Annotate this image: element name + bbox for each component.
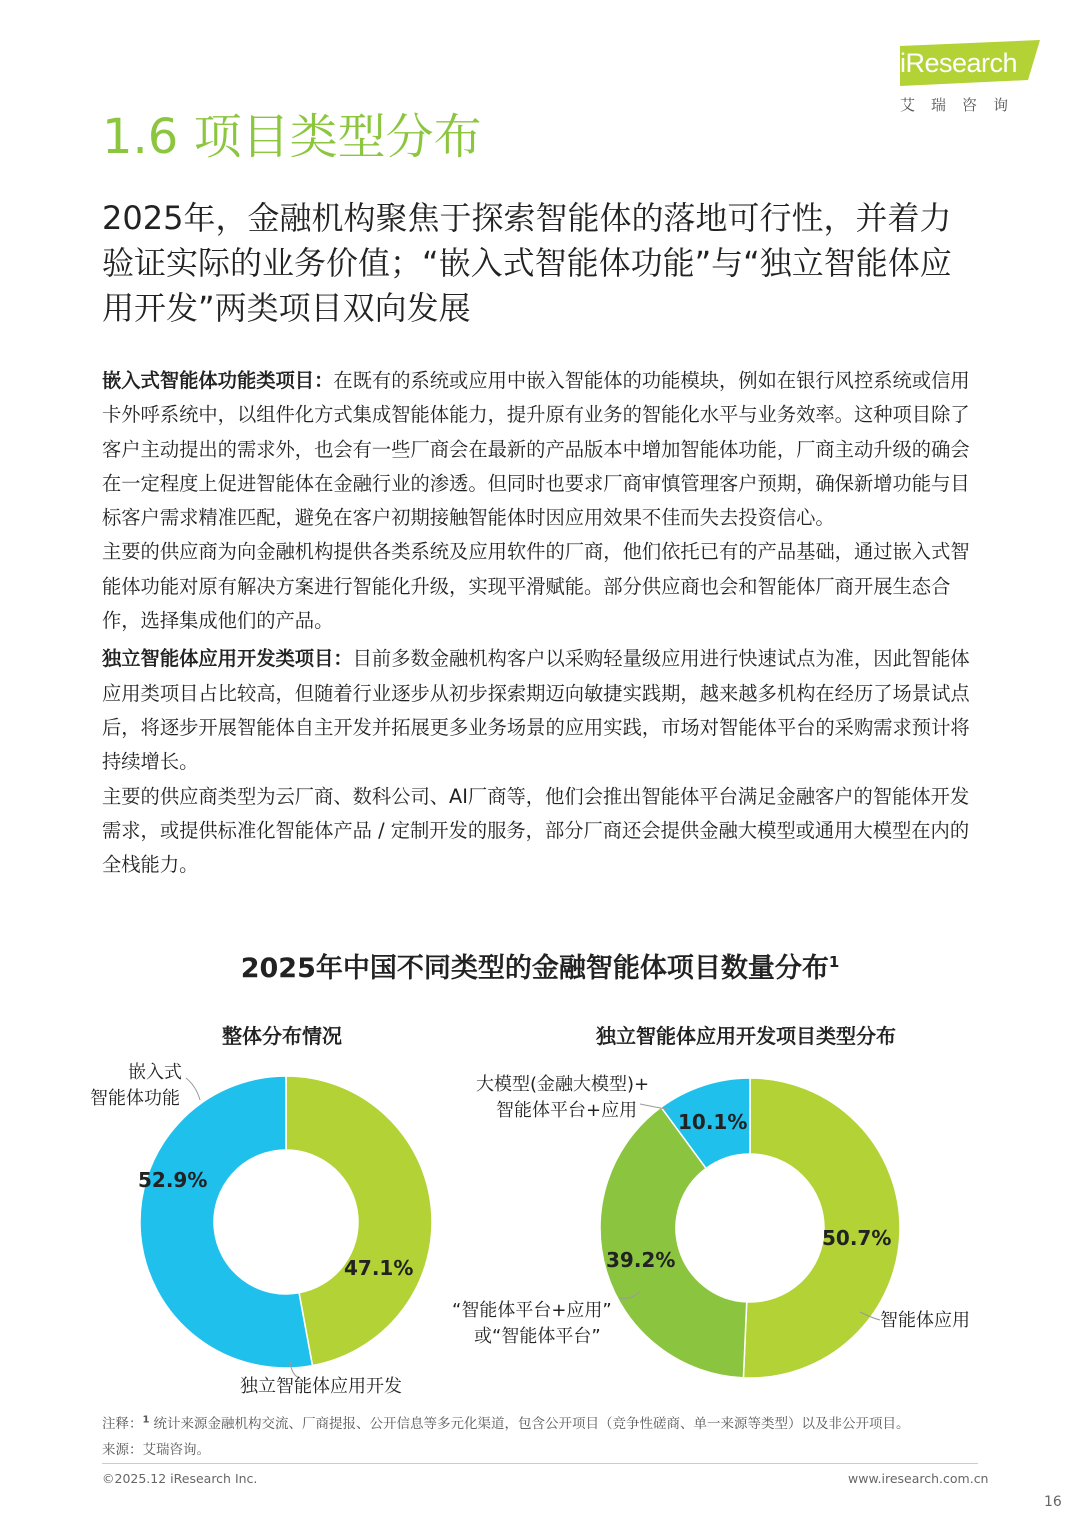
logo-text: iResearch: [900, 48, 1018, 78]
footer-url: www.iresearch.com.cn: [848, 1471, 989, 1486]
paragraph-lead: 独立智能体应用开发类项目：: [102, 647, 353, 671]
pct-platform: 39.2%: [606, 1248, 676, 1272]
chart-title-footnote-mark: 1: [828, 953, 840, 971]
paragraph-lead: 嵌入式智能体功能类项目：: [102, 369, 334, 392]
page-number: 16: [1044, 1494, 1062, 1510]
label-app: 智能体应用: [880, 1310, 970, 1331]
left-donut-slice-1: [140, 1076, 312, 1368]
paragraph-embedded: [102, 364, 982, 535]
body-text: [102, 364, 982, 882]
iresearch-logo: [892, 40, 1042, 120]
label-embedded-line2: 智能体功能: [90, 1088, 180, 1109]
chart-title: [0, 946, 1080, 985]
right-chart-title: 独立智能体应用开发项目类型分布: [596, 1024, 896, 1048]
left-donut-slice-0: [286, 1076, 432, 1366]
paragraph-text: 目前多数金融机构客户以采购轻量级应用进行快速试点为准，因此智能体应用类项目占比较高，但随着行业逐步从初步探索期迈向敏捷实践期，越来越多机构在经历了场景试点后，将逐步开展智能体自主开发并拓展更多业务场景的应用实践，市场对智能体平台的采购需求预计将持续增长。: [102, 647, 970, 774]
footnote-mark: 1: [142, 1414, 150, 1426]
pct-bigmodel: 10.1%: [678, 1110, 748, 1134]
label-platform-line2: 或“智能体平台”: [474, 1326, 601, 1347]
pct-standalone: 47.1%: [344, 1256, 414, 1280]
paragraph-standalone-suppliers: 主要的供应商类型为云厂商、数科公司、AI厂商等，他们会推出智能体平台满足金融客户的智能体开发需求，或提供标准化智能体产品 / 定制开发的服务，部分厂商还会提供金融大模型或通用大模型在内的全栈能力。: [102, 784, 970, 877]
paragraph-text: 在既有的系统或应用中嵌入智能体的功能模块，例如在银行风控系统或信用卡外呼系统中，以组件化方式集成智能体能力，提升原有业务的智能化水平与业务效率。这种项目除了客户主动提出的需求外，也会有一些厂商会在最新的产品版本中增加智能体功能，厂商主动升级的确会在一定程度上促进智能体在金融行业的渗透。但同时也要求厂商审慎管理客户预期，确保新增功能与目标客户需求精准匹配，避免在客户初期接触智能体时因应用效果不佳而失去投资信心。: [102, 369, 970, 530]
pct-app: 50.7%: [822, 1226, 892, 1250]
footnote-text: 统计来源金融机构交流、厂商提报、公开信息等多元化渠道，包含公开项目（竞争性磋商、单一来源等类型）以及非公开项目。: [153, 1416, 910, 1432]
label-bigmodel-line2: 智能体平台+应用: [496, 1100, 638, 1121]
chart-title-text: 2025年中国不同类型的金融智能体项目数量分布: [240, 953, 829, 984]
section-title: 1.6 项目类型分布: [102, 109, 482, 165]
paragraph-embedded-suppliers: 主要的供应商为向金融机构提供各类系统及应用软件的厂商，他们依托已有的产品基础，通过嵌入式智能体功能对原有解决方案进行智能化升级，实现平滑赋能。部分供应商也会和智能体厂商开展生态合作，选择集成他们的产品。: [102, 540, 970, 633]
paragraph-standalone: [102, 642, 982, 779]
source-note: 来源：艾瑞咨询。: [102, 1442, 210, 1458]
footnote-label: 注释：: [102, 1416, 143, 1432]
headline: 2025年，金融机构聚焦于探索智能体的落地可行性，并着力验证实际的业务价值；“嵌入式智能体功能”与“独立智能体应用开发”两类项目双向发展: [102, 199, 952, 327]
footer-divider: [102, 1463, 978, 1464]
footer-copyright: ©2025.12 iResearch Inc.: [102, 1471, 258, 1486]
left-chart-title: 整体分布情况: [222, 1024, 342, 1048]
label-standalone: 独立智能体应用开发: [240, 1376, 402, 1397]
label-embedded-line1: 嵌入式: [128, 1062, 182, 1083]
footnote: [102, 1412, 909, 1432]
label-platform-line1: “智能体平台+应用”: [452, 1300, 612, 1321]
logo-chinese: 艾瑞咨询: [900, 96, 1025, 114]
left-donut-chart: [130, 1066, 440, 1376]
pct-embedded: 52.9%: [138, 1168, 208, 1192]
label-bigmodel-line1: 大模型(金融大模型)+: [476, 1074, 650, 1095]
